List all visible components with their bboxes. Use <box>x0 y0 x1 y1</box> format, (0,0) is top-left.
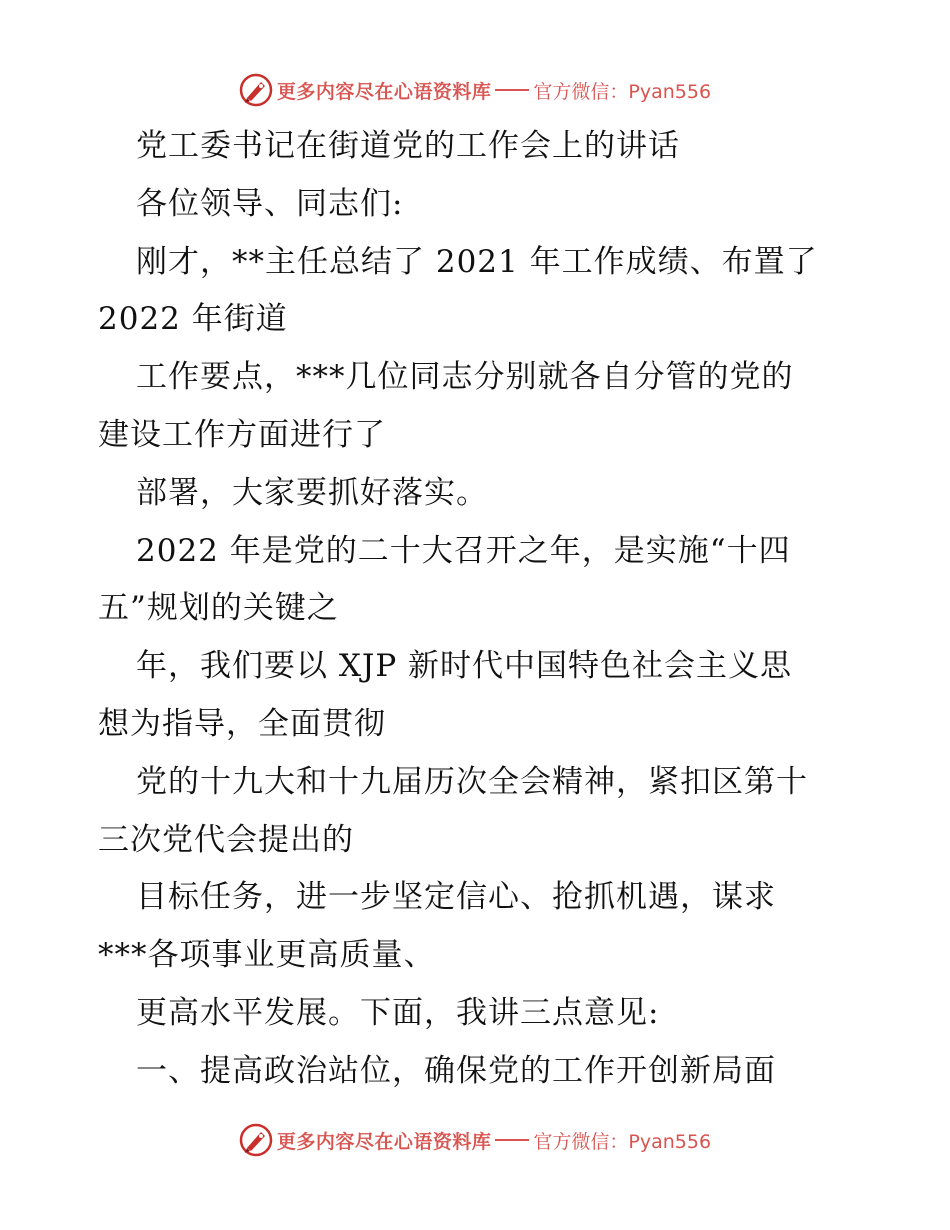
paragraph-line: 三次党代会提出的 <box>98 821 354 858</box>
paragraph-line: 刚才，**主任总结了 2021 年工作成绩、布置了 <box>136 243 818 280</box>
document-title: 党工委书记在街道党的工作会上的讲话 <box>136 128 680 164</box>
document-body <box>98 118 858 1101</box>
banner-separator <box>495 1139 529 1141</box>
paragraph-line: 部署，大家要抓好落实。 <box>136 474 488 511</box>
paragraph-line: ***各项事业更高质量、 <box>98 937 436 974</box>
paragraph-line: 想为指导，全面贯彻 <box>98 705 386 742</box>
paragraph-line: 目标任务，进一步坚定信心、抢抓机遇，谋求 <box>136 879 776 916</box>
paragraph-line: 建设工作方面进行了 <box>98 416 386 453</box>
banner-wechat: 官方微信：Pyan556 <box>533 1130 712 1153</box>
banner-separator <box>495 89 529 91</box>
paragraph-line: 年，我们要以 XJP 新时代中国特色社会主义思 <box>136 648 793 685</box>
salutation: 各位领导、同志们: <box>136 185 404 222</box>
paragraph-line: 2022 年街道 <box>98 301 288 338</box>
header-banner <box>0 70 950 110</box>
pen-nib-icon <box>239 1123 273 1157</box>
pen-nib-icon <box>239 73 273 107</box>
paragraph-line: 更高水平发展。下面，我讲三点意见: <box>136 994 660 1031</box>
banner-wechat: 官方微信：Pyan556 <box>533 80 712 103</box>
paragraph-line: 党的十九大和十九届历次全会精神，紧扣区第十 <box>136 763 808 800</box>
footer-banner <box>0 1120 950 1160</box>
paragraph-line: 2022 年是党的二十大召开之年，是实施“十四 <box>136 532 791 569</box>
banner-text: 更多内容尽在心语资料库 <box>276 1130 492 1153</box>
paragraph-line: 五”规划的关键之 <box>98 590 339 627</box>
section-heading: 一、提高政治站位，确保党的工作开创新局面 <box>136 1052 776 1089</box>
banner-text: 更多内容尽在心语资料库 <box>276 80 492 103</box>
paragraph-line: 工作要点，***几位同志分别就各自分管的党的 <box>136 359 794 396</box>
